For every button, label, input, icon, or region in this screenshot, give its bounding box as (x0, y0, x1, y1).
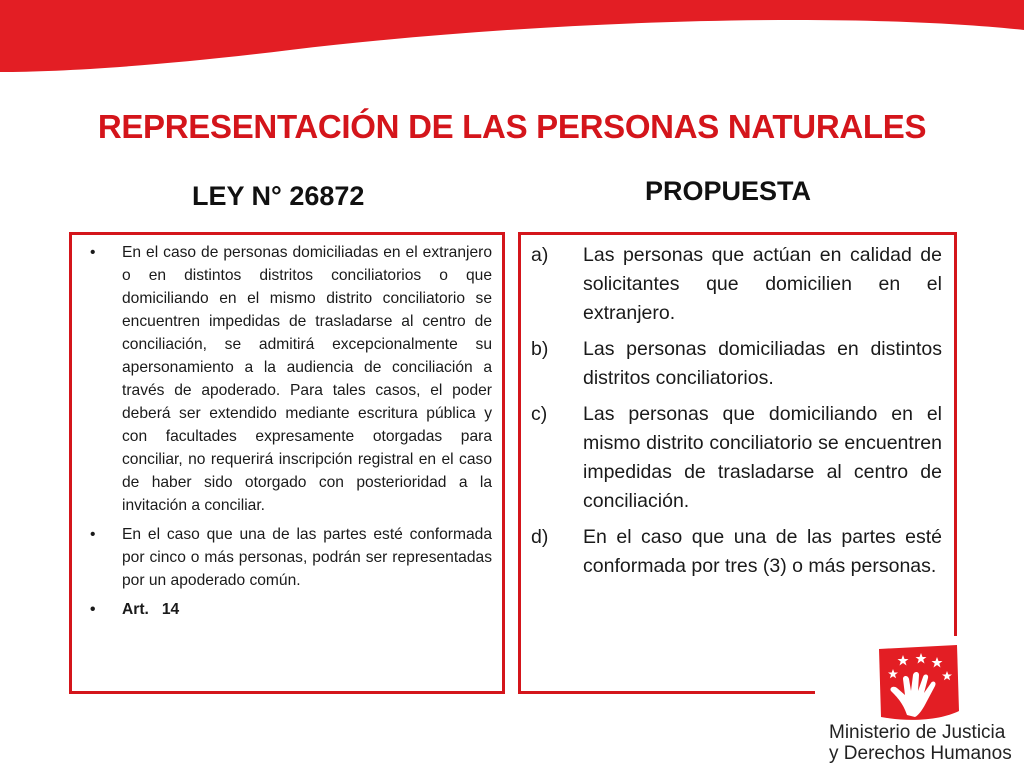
list-item (531, 335, 942, 393)
right-column-heading: PROPUESTA (645, 176, 812, 206)
item-marker: d) (531, 526, 549, 548)
list-item-text: En el caso que una de las partes esté conformada por tres (3) o más personas. (583, 526, 942, 577)
list-item (82, 598, 492, 621)
list-item-text: Las personas que domiciliando en el mismo distrito conciliatorio se encuentren impedidas de trasladarse al centro de conciliación. (583, 403, 942, 512)
bullet-marker: • (90, 601, 96, 618)
list-item-text: Las personas que actúan en calidad de solicitantes que domicilien en el extranjero. (583, 244, 942, 324)
article-reference: Art. 14 (122, 601, 180, 618)
header-wave (0, 0, 1024, 90)
list-item-text: Las personas domiciliadas en distintos distritos conciliatorios. (583, 338, 942, 389)
item-marker: a) (531, 244, 549, 266)
list-item (531, 241, 942, 328)
list-item-text: En el caso que una de las partes esté conformada por cinco o más personas, podrán ser representadas por un apoderado común. (122, 526, 492, 589)
list-item (531, 400, 942, 516)
list-item (82, 523, 492, 592)
ministry-name (829, 722, 1012, 764)
item-marker: c) (531, 403, 548, 425)
item-marker: b) (531, 338, 549, 360)
bullet-marker: • (90, 526, 96, 543)
slide-title: REPRESENTACIÓN DE LAS PERSONAS NATURALES (97, 108, 927, 145)
propuesta-list (531, 241, 942, 581)
propuesta-text-box (518, 232, 957, 694)
ley-bullet-list (82, 241, 492, 621)
list-item-text: En el caso de personas domiciliadas en el extranjero o en distintos distritos conciliatorios o que domiciliando en el mismo distrito conciliatorio se encuentren impedidas de trasladarse al centro de conciliación, se admitirá excepcionalmente su apersonamiento a la audiencia de conciliación a través de apoderado. Para tales casos, el poder deberá ser extendido mediante escritura pública y con facultades expresamente otorgadas para conciliar, no requerirá inscripción registral en el caso de haber sido otorgado con posterioridad a la invitación a conciliar. (122, 244, 492, 514)
bullet-marker: • (90, 244, 96, 261)
list-item (531, 523, 942, 581)
left-column-heading: LEY N° 26872 (192, 181, 365, 211)
ministry-name-line2: y Derechos Humanos (829, 743, 1012, 764)
ley-text-box (69, 232, 505, 694)
hand-with-stars-icon (873, 645, 961, 723)
list-item (82, 241, 492, 517)
ministry-name-line1: Ministerio de Justicia (829, 722, 1006, 743)
